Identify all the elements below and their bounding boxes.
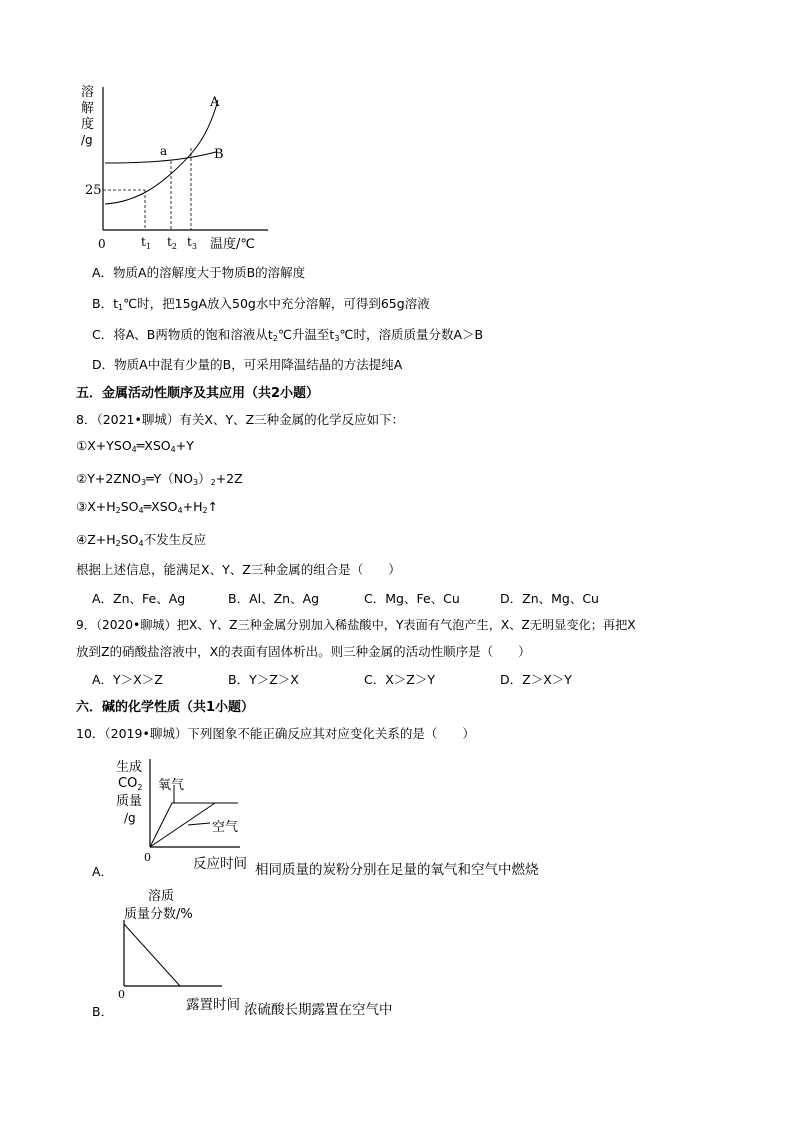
q7-option-d: D．物质A中混有少量的B，可采用降温结晶的方法提纯A [92, 357, 403, 372]
q10-option-b-desc: 浓硫酸长期露置在空气中 [244, 1002, 393, 1018]
graphB-ylabel-2: 质量分数/% [124, 907, 193, 922]
q8-reaction-2: $②Y+2ZNO_3═Y(NO_3)_2+2Z$ [76, 471, 243, 487]
x-tick-t3: $t_3$ [187, 235, 197, 251]
q8-option-d: D．Zn、Mg、Cu [500, 591, 599, 606]
solubility-graph [78, 82, 278, 254]
graphB-xlabel: 露置时间 [186, 997, 240, 1013]
q8-reaction-3: $③X+H_2SO_4═XSO_4+H_2↑$ [76, 499, 219, 515]
oxygen-label: 氧气 [158, 778, 185, 793]
q10-stem: 10．（2019•聊城）下列图象不能正确反应其对应变化关系的是（ ） [76, 726, 475, 741]
q8-option-b: B．Al、Zn、Ag [228, 591, 320, 606]
curve-a-label: A [210, 95, 220, 110]
q7-option-a: A．物质A的溶解度大于物质B的溶解度 [92, 265, 306, 280]
air-line [150, 803, 215, 847]
graph1-ylabel-2: 解 [81, 101, 95, 116]
q8-question: 根据上述信息，能满足X、Y、Z三种金属的组合是（ ） [76, 562, 401, 577]
q8-option-c: C．Mg、Fe、Cu [364, 591, 460, 606]
q8-option-a: A．Zn、Fe、Ag [92, 591, 186, 606]
curve-b-label: B [214, 147, 224, 162]
section-6-title: 六．碱的化学性质（共1小题） [76, 700, 255, 715]
graphA-ylabel-1: 生成 [116, 760, 143, 775]
intersection-label: a [160, 144, 168, 158]
graphB-ylabel-1: 溶质 [148, 889, 175, 904]
graphA-ylabel-3: 质量 [116, 794, 143, 809]
graph1-xlabel: 温度/℃ [210, 237, 255, 252]
section-5-title: 五．金属活动性顺序及其应用（共2小题） [76, 386, 320, 401]
q9-option-b: B．Y＞Z＞X [228, 672, 299, 687]
q7-option-b: B．$t_1℃$时，把15gA放入50g水中充分溶解，可得到65g溶液 [92, 296, 430, 312]
graph1-origin: 0 [98, 237, 106, 251]
graphA-origin: 0 [144, 851, 151, 864]
graphA-xlabel: 反应时间 [193, 856, 247, 872]
q9-option-d: D．Z＞X＞Y [500, 672, 572, 687]
graph1-ylabel-1: 溶 [81, 85, 95, 100]
h2so4-graph [110, 884, 230, 999]
q8-reaction-4: $④Z+H_2SO_4$不发生反应 [76, 532, 207, 548]
q10-option-a-desc: 相同质量的炭粉分别在足量的氧气和空气中燃烧 [255, 862, 539, 878]
q10-option-b-letter: B． [92, 1004, 114, 1019]
q9-option-c: C．X＞Z＞Y [364, 672, 435, 687]
air-label: 空气 [212, 820, 239, 835]
graph1-ylabel-4: /g [81, 133, 93, 147]
graphA-ylabel-2: $CO_2$ [118, 776, 143, 792]
graphA-ylabel-4: /g [124, 811, 136, 825]
graphB-origin: 0 [118, 988, 125, 999]
q9-option-a: A．Y＞X＞Z [92, 672, 163, 687]
graphB-line [124, 924, 180, 986]
x-tick-t1: $t_1$ [141, 235, 151, 251]
y-tick-25: 25 [85, 183, 102, 198]
x-tick-t2: $t_2$ [167, 235, 177, 251]
q8-reaction-1: $①X+YSO_4═XSO_4+Y$ [76, 438, 194, 454]
q10-option-a-letter: A． [92, 864, 114, 879]
q7-option-c: C．将A、B两物质的饱和溶液从$t_2℃$升温至$t_3℃$时，溶质质量分数A＞B [92, 327, 484, 343]
q9-line-2: 放到Z的硝酸盐溶液中，X的表面有固体析出。则三种金属的活动性顺序是（ ） [76, 644, 531, 659]
graph1-ylabel-3: 度 [81, 117, 95, 132]
q8-stem: 8．（2021•聊城）有关X、Y、Z三种金属的化学反应如下： [76, 412, 405, 427]
q9-line-1: 9．（2020•聊城）把X、Y、Z三种金属分别加入稀盐酸中，Y表面有气泡产生，X、Z无明显变化；再把X [76, 618, 636, 632]
air-pointer [188, 823, 210, 825]
